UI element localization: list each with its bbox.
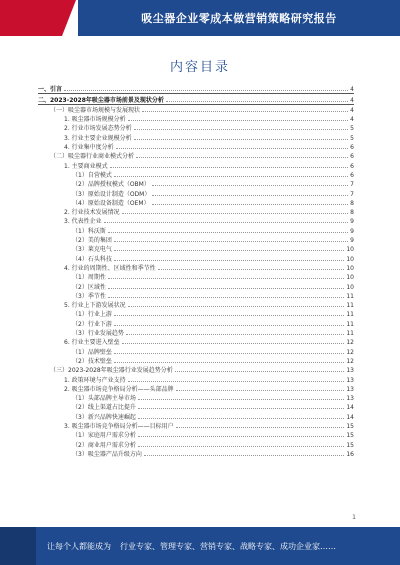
toc-entry-label: （2）美的集团 [72,237,112,245]
toc-leader-dots [108,278,345,279]
toc-entry[interactable] [38,272,354,281]
toc-entry-page: 7 [350,181,354,189]
toc-leader-dots [114,260,345,261]
toc-entry-page: 12 [346,357,354,365]
toc-entry[interactable] [38,198,354,207]
toc-entry-label: （3）吸尘器产品升级方向 [72,450,142,458]
toc-entry[interactable] [38,281,354,290]
toc-leader-dots [166,101,348,102]
toc-entry[interactable] [38,179,354,188]
toc-leader-dots [138,446,345,447]
toc-leader-dots [144,455,345,456]
header-title-bar [78,0,400,36]
footer-bar [0,527,400,565]
toc-leader-dots [128,381,345,382]
toc-entry[interactable] [38,244,354,253]
toc-entry-page: 4 [350,96,354,104]
toc-entry[interactable] [38,84,354,94]
toc-entry[interactable] [38,291,354,300]
header-red-accent [0,0,62,36]
toc-entry-page: 10 [346,255,354,263]
toc-entry-page: 12 [346,348,354,356]
toc-leader-dots [176,427,345,428]
toc-entry-label: 2. 行业市场发展态势分析 [64,125,132,133]
toc-entry-page: 6 [350,171,354,179]
toc-leader-dots [138,436,345,437]
toc-entry-page: 6 [350,144,354,152]
toc-entry-page: 13 [346,385,354,393]
toc-entry-label: 4. 行业集中度分析 [64,144,114,152]
toc-entry-page: 5 [350,125,354,133]
toc-entry[interactable] [38,337,354,346]
toc-entry-label: （一）吸尘器市场规模与发展现状 [50,106,141,114]
toc-entry-page: 15 [346,422,354,430]
toc-entry-page: 10 [346,274,354,282]
toc-entry-page: 11 [346,330,354,338]
toc-entry-page: 14 [346,404,354,412]
toc-entry[interactable] [38,94,354,104]
page-number: 1 [352,514,356,521]
toc-entry-page: 11 [346,302,354,310]
toc-entry-label: （3）原始设计制造（ODM） [72,190,151,198]
toc-entry-label: （4）石头科技 [72,255,112,263]
toc-entry-page: 14 [346,413,354,421]
toc-leader-dots [114,353,345,354]
toc-leader-dots [176,390,345,391]
toc-entry-page: 15 [346,441,354,449]
toc-leader-dots [104,222,349,223]
toc-entry-label: 1. 吸尘器市场规模分析 [64,116,126,124]
toc-leader-dots [64,90,348,91]
toc-entry-label: 1. 主要商业模式 [64,162,108,170]
toc-entry-page: 5 [350,134,354,142]
toc-entry-label: 5. 行业上下游发展状况 [64,302,126,310]
toc-entry-page: 15 [346,432,354,440]
toc-entry[interactable] [38,328,354,337]
toc-entry[interactable] [38,225,354,234]
toc-leader-dots [110,167,349,168]
toc-entry-page: 10 [346,264,354,272]
toc-leader-dots [116,148,349,149]
toc-entry[interactable] [38,188,354,197]
toc-entry-label: （三）2023-2028年吸尘器行业发展趋势分析 [50,367,173,375]
toc-entry-label: （1）科沃斯 [72,227,106,235]
toc-leader-dots [152,195,348,196]
toc-leader-dots [114,315,345,316]
toc-leader-dots [138,399,345,400]
toc-entry-page: 4 [350,106,354,114]
toc-leader-dots [152,204,349,205]
toc-entry-label: 2. 吸尘器市场竞争格局分析——头部品牌 [64,385,174,393]
toc-entry-label: （二）吸尘器行业商业模式分析 [50,153,135,161]
toc-entry-label: （1）行业上游 [72,311,112,319]
toc-leader-dots [114,176,348,177]
toc-entry[interactable] [38,421,354,430]
toc-entry[interactable] [38,365,354,374]
toc-leader-dots [114,325,345,326]
toc-entry-label: 3. 代表性企业 [64,218,102,226]
toc-leader-dots [158,269,345,270]
toc-entry[interactable] [38,309,354,318]
toc-leader-dots [138,418,345,419]
toc-entry-label: （3）新兴品牌快速崛起 [72,413,136,421]
toc-entry[interactable] [38,356,354,365]
toc-entry-label: （2）商业用户需求分析 [72,441,136,449]
report-header [0,0,400,36]
toc-leader-dots [114,250,345,251]
toc-entry-label: 6. 行业主要进入壁垒 [64,339,120,347]
toc-entry[interactable] [38,160,354,169]
footer-slogan: 让每个人都能成为 [47,542,111,551]
toc-entry-label: （2）区域性 [72,283,106,291]
toc-entry-page: 8 [350,209,354,217]
toc-entry-label: 4. 行业的周期性、区域性和季节性 [64,264,156,272]
toc-leader-dots [142,111,348,112]
toc-leader-dots [152,185,348,186]
toc-entry-page: 6 [350,153,354,161]
report-title: 吸尘器企业零成本做营销策略研究报告 [141,12,337,25]
toc-entry[interactable] [38,207,354,216]
toc-entry-page: 16 [346,450,354,458]
toc-entry-page: 13 [346,376,354,384]
toc-entry[interactable] [38,132,354,141]
toc-leader-dots [138,408,345,409]
toc-entry[interactable] [38,411,354,420]
toc-entry-page: 11 [346,311,354,319]
toc-entry-label: 一、引言 [38,86,63,94]
toc-entry-label: （2）行业下游 [72,320,112,328]
toc-entry-label: （1）品牌壁垒 [72,348,112,356]
toc-entry-page: 10 [346,283,354,291]
toc-entry[interactable] [38,430,354,439]
toc-entry-label: （2）线上渠道占比提升 [72,404,136,412]
toc-leader-dots [108,232,348,233]
toc-entry-page: 9 [350,227,354,235]
footer-accent [0,527,36,565]
toc-entry-label: 3. 吸尘器市场竞争格局分析——目标用户 [64,422,174,430]
toc-entry-page: 6 [350,162,354,170]
toc-entry[interactable] [38,449,354,458]
toc-leader-dots [128,120,349,121]
toc-entry[interactable] [38,439,354,448]
toc-entry-label: 3. 行业主要企业规模分析 [64,134,132,142]
footer-roles: 行业专家、管理专家、营销专家、战略专家、成功企业家…… [120,542,336,551]
toc-entry-page: 9 [350,237,354,245]
toc-entry-page: 13 [346,367,354,375]
toc-entry-label: （1）家庭用户需求分析 [72,432,136,440]
toc-entry[interactable] [38,300,354,309]
toc-entry-page: 9 [350,218,354,226]
toc-entry[interactable] [38,105,354,114]
toc-entry-page: 4 [350,116,354,124]
toc-entry-label: （3）莱克电气 [72,246,112,254]
toc-entry-page: 10 [346,246,354,254]
toc-leader-dots [128,306,345,307]
toc-entry-page: 8 [350,199,354,207]
toc-entry-label: （2）品牌授权模式（OBM） [72,181,150,189]
toc-entry-label: 1. 政策环境与产业支持 [64,376,126,384]
toc-entry[interactable] [38,402,354,411]
toc-entry[interactable] [38,151,354,160]
toc-entry[interactable] [38,253,354,262]
toc-entry-page: 12 [346,339,354,347]
toc-entry[interactable] [38,170,354,179]
toc-leader-dots [114,362,345,363]
toc-leader-dots [136,157,348,158]
toc-heading: 内容目录 [169,60,230,75]
toc-entry-label: 2. 行业技术发展情况 [64,209,120,217]
toc-entry-label: （3）行业发展趋势 [72,330,124,338]
table-of-contents [38,84,354,458]
toc-entry[interactable] [38,235,354,244]
toc-entry-label: （2）技术壁垒 [72,357,112,365]
toc-entry-label: （1）头部品牌主导市场 [72,395,136,403]
toc-leader-dots [175,371,345,372]
toc-entry-page: 4 [350,86,354,94]
toc-leader-dots [134,129,349,130]
toc-entry-page: 7 [350,190,354,198]
toc-leader-dots [126,334,345,335]
toc-entry[interactable] [38,384,354,393]
toc-entry-page: 11 [346,320,354,328]
toc-entry-label: （1）自营模式 [72,171,112,179]
toc-entry-label: （3）季节性 [72,292,106,300]
toc-entry[interactable] [38,123,354,132]
toc-leader-dots [108,288,345,289]
toc-entry[interactable] [38,318,354,327]
toc-leader-dots [108,297,345,298]
toc-leader-dots [122,343,345,344]
toc-entry[interactable] [38,393,354,402]
toc-entry[interactable] [38,114,354,123]
toc-entry-label: 二、2023-2028年吸尘器市场前景及现状分析 [38,96,164,104]
toc-leader-dots [122,213,349,214]
toc-leader-dots [114,241,348,242]
toc-entry-label: （1）周期性 [72,274,106,282]
toc-leader-dots [134,139,349,140]
toc-entry-page: 13 [346,395,354,403]
toc-entry[interactable] [38,142,354,151]
toc-entry[interactable] [38,374,354,383]
toc-entry[interactable] [38,263,354,272]
toc-entry-label: （4）原始设备制造（OEM） [72,199,150,207]
toc-entry[interactable] [38,216,354,225]
toc-entry[interactable] [38,346,354,355]
toc-entry-page: 11 [346,292,354,300]
